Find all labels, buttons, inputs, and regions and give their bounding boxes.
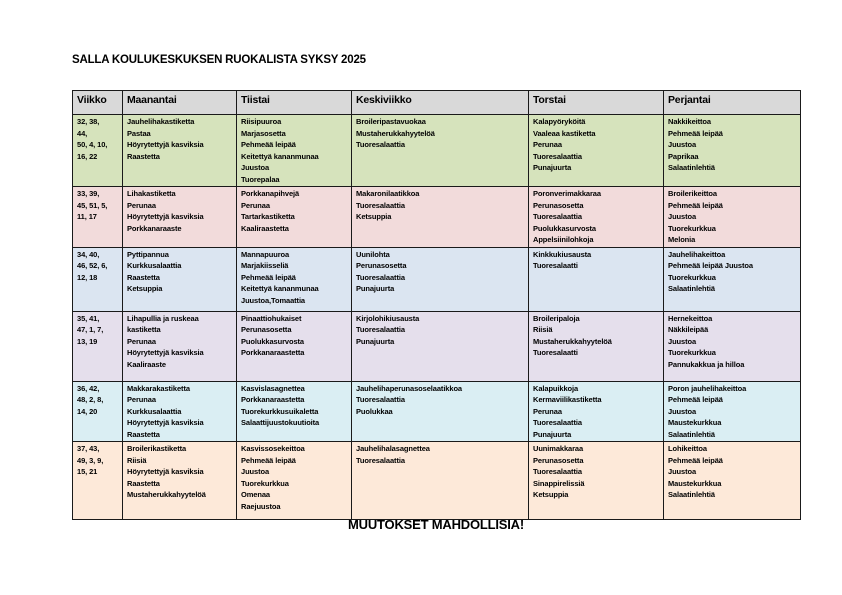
menu-item-line: Tuoresalaatti xyxy=(533,348,578,357)
menu-item-line: Tuoresalaattia xyxy=(533,467,582,476)
menu-item-line: Pannukakkua ja hilloa xyxy=(668,359,745,369)
menu-item-line: Kinkkukiusausta xyxy=(533,249,592,259)
menu-item-line: Pehmeää leipää xyxy=(241,272,296,282)
menu-item-line: Lohikeittoa xyxy=(668,444,707,453)
menu-item-line: Tuoresalaattia xyxy=(356,395,405,404)
week-cell xyxy=(73,115,123,187)
menu-item-line: Poron jauhelihakeittoa xyxy=(668,383,747,393)
menu-item-line: Jauhelihakastiketta xyxy=(127,117,195,126)
table-row xyxy=(73,115,801,187)
menu-item-line: Kaaliraaste xyxy=(127,359,166,369)
menu-item-line: Marjasosetta xyxy=(241,128,286,138)
menu-item-line: Pyttipannua xyxy=(127,249,169,259)
menu-item-line: Salaatinlehtiä xyxy=(668,490,715,499)
menu-item-line: Paprikaa xyxy=(668,151,699,161)
menu-item-line: Sinappirelissiä xyxy=(533,478,585,488)
menu-item-line: 33, 39, xyxy=(77,189,100,198)
menu-item-line: Puolukkaa xyxy=(356,406,393,416)
menu-item-line: Keitettyä kananmunaa xyxy=(241,284,319,293)
menu-cell xyxy=(529,187,664,248)
menu-item-line: Puolukkasurvosta xyxy=(533,223,597,233)
menu-item-line: Perunasosetta xyxy=(356,261,407,270)
menu-item-line: Raastetta xyxy=(127,151,160,161)
menu-item-line: Raastetta xyxy=(127,478,160,488)
menu-item-line: Höyrytettyjä kasviksia xyxy=(127,467,204,476)
menu-item-line: Pehmeää leipää xyxy=(668,455,723,465)
page-title: SALLA KOULUKESKUKSEN RUOKALISTA SYKSY 2025 xyxy=(72,54,366,66)
menu-item-line: Punajuurta xyxy=(533,163,572,172)
column-header-tiistai: Tiistai xyxy=(237,91,352,115)
menu-item-line: 44, xyxy=(77,128,88,138)
menu-item-line: Tuorekurkkua xyxy=(668,223,716,233)
menu-item-line: Tuorekurkkua xyxy=(668,272,716,282)
menu-item-line: Juustoa xyxy=(241,467,270,476)
menu-item-line: Juustoa xyxy=(668,467,697,476)
menu-table xyxy=(72,90,801,520)
menu-item-line: Juustoa xyxy=(668,140,697,149)
menu-item-line: Riisiä xyxy=(533,325,553,334)
menu-item-line: Kasvissosekeittoa xyxy=(241,444,305,453)
menu-cell xyxy=(237,115,352,187)
menu-item-line: 45, 51, 5, xyxy=(77,200,108,210)
menu-cell xyxy=(529,115,664,187)
menu-item-line: Keitettyä kananmunaa xyxy=(241,151,319,161)
table-row xyxy=(73,187,801,248)
menu-item-line: Perunaa xyxy=(127,200,156,210)
menu-item-line: Punajuurta xyxy=(356,336,395,346)
menu-item-line: Perunaa xyxy=(241,200,270,210)
menu-item-line: Pehmeää leipää xyxy=(668,395,723,404)
menu-item-line: Melonia xyxy=(668,235,696,244)
menu-item-line: Tartarkastiketta xyxy=(241,212,295,221)
menu-item-line: Makaronilaatikkoa xyxy=(356,189,420,198)
table-row xyxy=(73,311,801,381)
menu-item-line: Kirjolohikiusausta xyxy=(356,313,420,323)
menu-cell xyxy=(352,381,529,442)
menu-item-line: Mustaherukkahyytelöä xyxy=(533,336,612,346)
menu-cell xyxy=(352,247,529,311)
menu-item-line: Uunimakkaraa xyxy=(533,444,584,453)
menu-item-line: Salaatinlehtiä xyxy=(668,284,715,293)
menu-cell xyxy=(123,115,237,187)
menu-item-line: Kurkkusalaattia xyxy=(127,406,182,416)
menu-item-line: Höyrytettyjä kasviksia xyxy=(127,212,204,221)
menu-item-line: Maustekurkkua xyxy=(668,418,722,427)
menu-cell xyxy=(664,442,801,520)
menu-item-line: Tuoresalaattia xyxy=(356,272,405,282)
menu-item-line: 16, 22 xyxy=(77,151,98,161)
menu-item-line: Pinaattiohukaiset xyxy=(241,313,302,323)
menu-item-line: Salaattijuustokuutioita xyxy=(241,418,320,427)
menu-cell xyxy=(529,311,664,381)
menu-item-line: Salaatinlehtiä xyxy=(668,429,715,439)
column-header-perjantai: Perjantai xyxy=(664,91,801,115)
menu-item-line: Lihapullia ja ruskeaa kastiketta xyxy=(127,313,199,334)
menu-item-line: 47, 1, 7, xyxy=(77,325,104,334)
menu-item-line: Höyrytettyjä kasviksia xyxy=(127,348,204,357)
menu-item-line: Porkkanaraastetta xyxy=(241,395,305,404)
menu-item-line: Broileripastavuokaa xyxy=(356,117,426,126)
menu-item-line: 32, 38, xyxy=(77,117,100,126)
menu-item-line: Juustoa xyxy=(668,406,697,416)
table-header-row xyxy=(73,91,801,115)
menu-item-line: Tuoresalaattia xyxy=(533,151,582,161)
menu-cell xyxy=(664,187,801,248)
menu-item-line: Höyrytettyjä kasviksia xyxy=(127,418,204,427)
week-cell xyxy=(73,247,123,311)
menu-item-line: Punajuurta xyxy=(356,284,395,293)
menu-item-line: 37, 43, xyxy=(77,444,100,453)
menu-item-line: Perunaa xyxy=(127,395,156,404)
menu-item-line: Broileripaloja xyxy=(533,313,580,323)
menu-item-line: 46, 52, 6, xyxy=(77,261,108,270)
menu-cell xyxy=(529,247,664,311)
menu-item-line: 15, 21 xyxy=(77,467,98,476)
menu-item-line: Jauhelihakeittoa xyxy=(668,249,726,259)
menu-item-line: Perunasosetta xyxy=(533,455,584,465)
menu-item-line: Vaaleaa kastiketta xyxy=(533,128,596,138)
menu-item-line: Tuorekurkkusuikaletta xyxy=(241,406,319,416)
menu-item-line: Tuorekurkkua xyxy=(668,348,716,357)
menu-item-line: Juustoa xyxy=(668,212,697,221)
week-cell xyxy=(73,187,123,248)
menu-cell xyxy=(529,381,664,442)
menu-item-line: Tuoresalaattia xyxy=(533,418,582,427)
menu-cell xyxy=(237,311,352,381)
table-row xyxy=(73,381,801,442)
menu-item-line: Uunilohta xyxy=(356,249,390,259)
menu-cell xyxy=(352,311,529,381)
menu-item-line: Pehmeää leipää xyxy=(668,200,723,210)
menu-item-line: Ketsuppia xyxy=(533,490,569,499)
menu-item-line: Punajuurta xyxy=(533,429,572,439)
footer-note: MUUTOKSET MAHDOLLISIA! xyxy=(348,517,524,532)
menu-item-line: Lihakastiketta xyxy=(127,189,176,198)
menu-item-line: Raastetta xyxy=(127,429,160,439)
menu-item-line: Broilerikastiketta xyxy=(127,444,187,453)
menu-cell xyxy=(352,187,529,248)
menu-table-body xyxy=(73,115,801,520)
menu-item-line: Riisipuuroa xyxy=(241,117,282,126)
menu-item-line: Kaaliraastetta xyxy=(241,223,289,233)
menu-cell xyxy=(352,442,529,520)
column-header-torstai: Torstai xyxy=(529,91,664,115)
menu-item-line: Tuoresalaatti xyxy=(533,261,578,270)
menu-item-line: Näkkileipää xyxy=(668,325,709,334)
menu-item-line: 13, 19 xyxy=(77,336,98,346)
menu-item-line: 48, 2, 8, xyxy=(77,395,104,404)
menu-item-line: 12, 18 xyxy=(77,272,98,282)
menu-item-line: 36, 42, xyxy=(77,383,100,393)
menu-item-line: Kermaviilikastiketta xyxy=(533,395,602,404)
menu-item-line: Ketsuppia xyxy=(356,212,392,221)
menu-cell xyxy=(123,311,237,381)
menu-cell xyxy=(237,381,352,442)
week-cell xyxy=(73,311,123,381)
menu-item-line: Makkarakastiketta xyxy=(127,383,190,393)
menu-item-line: Maustekurkkua xyxy=(668,478,722,488)
menu-item-line: Raejuustoa xyxy=(241,501,281,511)
menu-item-line: Perunaa xyxy=(533,406,562,416)
menu-cell xyxy=(237,187,352,248)
menu-cell xyxy=(664,115,801,187)
menu-item-line: Marjakiisseliä xyxy=(241,261,289,270)
menu-item-line: Tuoresalaattia xyxy=(533,212,582,221)
menu-cell xyxy=(123,381,237,442)
menu-item-line: Pehmeää leipää xyxy=(668,128,723,138)
menu-item-line: Mannapuuroa xyxy=(241,249,290,259)
menu-item-line: 49, 3, 9, xyxy=(77,455,104,465)
menu-item-line: Perunasosetta xyxy=(533,200,584,210)
menu-item-line: Pehmeää leipää Juustoa xyxy=(668,261,753,270)
menu-item-line: 11, 17 xyxy=(77,212,97,221)
column-header-maanantai: Maanantai xyxy=(123,91,237,115)
menu-item-line: Kasvislasagnettea xyxy=(241,383,305,393)
column-header-keskiviikko: Keskiviikko xyxy=(352,91,529,115)
menu-item-line: Nakkikeittoa xyxy=(668,117,711,126)
menu-cell xyxy=(123,187,237,248)
menu-item-line: Pastaa xyxy=(127,128,151,138)
menu-item-line: Puolukkasurvosta xyxy=(241,336,305,346)
menu-item-line: Appelsiinilohkoja xyxy=(533,235,594,244)
menu-item-line: Höyrytettyjä kasviksia xyxy=(127,140,204,149)
menu-item-line: 14, 20 xyxy=(77,406,98,416)
menu-item-line: Juustoa xyxy=(668,336,697,346)
menu-cell xyxy=(123,247,237,311)
menu-item-line: Pehmeää leipää xyxy=(241,455,296,465)
menu-item-line: Mustaherukkahyytelöä xyxy=(127,490,206,499)
column-header-viikko: Viikko xyxy=(73,91,123,115)
menu-item-line: Broilerikeittoa xyxy=(668,189,717,198)
menu-item-line: Kalapuikkoja xyxy=(533,383,579,393)
menu-cell xyxy=(237,442,352,520)
menu-item-line: 35, 41, xyxy=(77,313,100,323)
menu-item-line: Tuorepalaa xyxy=(241,174,280,184)
menu-item-line: Kalapyöryköitä xyxy=(533,117,586,126)
menu-item-line: 34, 40, xyxy=(77,249,100,259)
menu-item-line: Tuoresalaattia xyxy=(356,455,405,465)
week-cell xyxy=(73,442,123,520)
menu-item-line: Porkkanapihvejä xyxy=(241,189,300,198)
menu-item-line: Perunaa xyxy=(533,140,562,149)
menu-item-line: Juustoa xyxy=(241,163,270,172)
menu-item-line: Tuoresalaattia xyxy=(356,325,405,334)
menu-item-line: Raastetta xyxy=(127,272,160,282)
menu-cell xyxy=(237,247,352,311)
menu-cell xyxy=(664,381,801,442)
menu-item-line: Ketsuppia xyxy=(127,284,163,293)
menu-item-line: Kurkkusalaattia xyxy=(127,261,182,270)
menu-cell xyxy=(529,442,664,520)
menu-item-line: Poronverimakkaraa xyxy=(533,189,601,198)
menu-item-line: Perunaa xyxy=(127,336,156,346)
menu-item-line: Mustaherukkahyytelöä xyxy=(356,128,435,138)
menu-item-line: Jauhelihalasagnettea xyxy=(356,444,430,453)
menu-item-line: Salaatinlehtiä xyxy=(668,163,715,172)
menu-item-line: Juustoa,Tomaattia xyxy=(241,295,306,305)
menu-item-line: Pehmeää leipää xyxy=(241,140,296,149)
week-cell xyxy=(73,381,123,442)
menu-cell xyxy=(352,115,529,187)
table-row xyxy=(73,247,801,311)
menu-item-line: Jauhelihaperunasoselaatikkoa xyxy=(356,383,462,393)
menu-item-line: Tuoresalaattia xyxy=(356,140,405,149)
table-row xyxy=(73,442,801,520)
menu-item-line: Porkkanaraaste xyxy=(127,223,182,233)
menu-item-line: Porkkanaraastetta xyxy=(241,348,305,357)
menu-item-line: Tuoresalaattia xyxy=(356,200,405,210)
menu-cell xyxy=(123,442,237,520)
menu-item-line: Omenaa xyxy=(241,490,270,499)
menu-item-line: Tuorekurkkua xyxy=(241,478,289,488)
menu-item-line: Hernekeittoa xyxy=(668,313,713,323)
menu-item-line: Riisiä xyxy=(127,455,147,465)
menu-item-line: 50, 4, 10, xyxy=(77,140,108,149)
menu-cell xyxy=(664,311,801,381)
menu-cell xyxy=(664,247,801,311)
menu-item-line: Perunasosetta xyxy=(241,325,292,334)
